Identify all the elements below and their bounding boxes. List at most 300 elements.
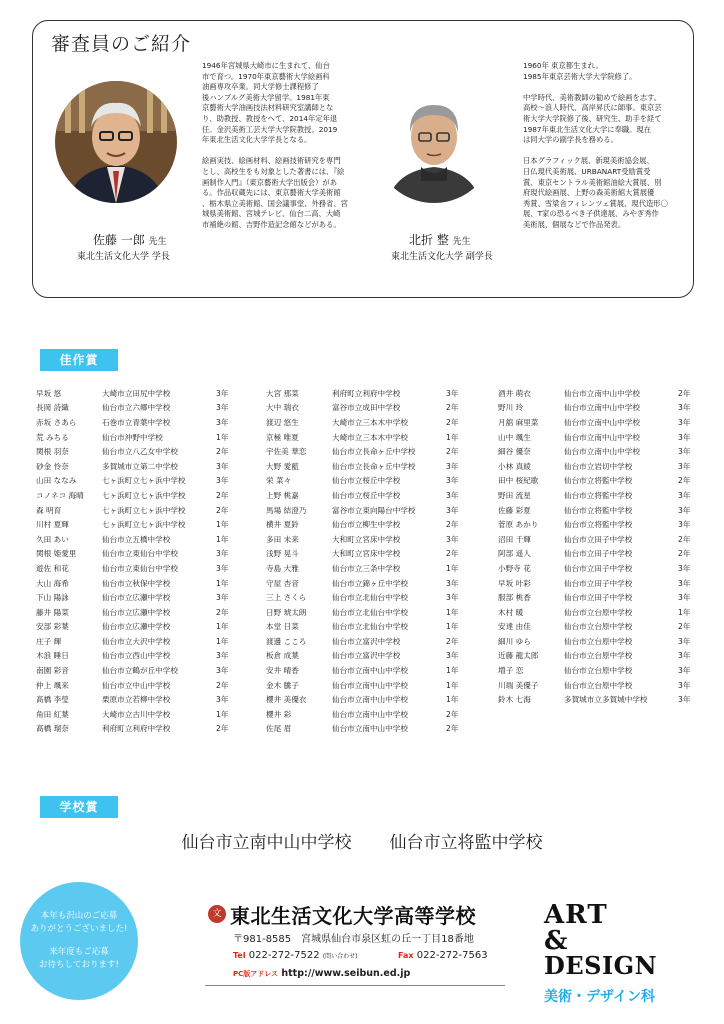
winner-name: 川端 美優子 (498, 680, 539, 690)
winner-grade: 3年 (446, 593, 459, 603)
winner-name: 櫻井 彩 (266, 709, 292, 719)
winner-grade: 3年 (678, 505, 691, 515)
winner-school: 仙台市立北仙台中学校 (332, 622, 408, 632)
judge2-bio-para: 1960年 東京都生まれ。 1985年東京芸術大学大学院修了。 (523, 61, 637, 81)
winner-row (266, 415, 466, 430)
winner-grade: 2年 (678, 534, 691, 544)
judges-title: 審査員のご紹介 (51, 33, 192, 55)
winners-column-3 (498, 386, 698, 707)
winner-grade: 1年 (216, 432, 229, 442)
judge1-bio-para: 絵画実技、絵画材料、絵画技術研究を専門 とし、高校生をも対象とした著書には、『絵 画制作入門』（東京藝術大学出版会）があ る。作品収蔵先には、東京藝術大学美術館 、栃木県立美術館、国会議事堂、外務省、宮 城県美術館、宮城テレビ、仙台二高、大崎 市補絶の館、吉野作造記念館などがある。 (202, 156, 348, 229)
winner-school: 仙台市立鶴が丘中学校 (102, 666, 178, 676)
winner-grade: 3年 (216, 563, 229, 573)
winner-name: 関根 羽奈 (36, 447, 69, 457)
winner-name: 小林 真綾 (498, 461, 531, 471)
winner-name: 佐藤 彩夏 (498, 505, 531, 515)
winner-name: 山中 颯生 (498, 432, 531, 442)
winner-name: 鈴木 七海 (498, 695, 531, 705)
logo-design: DESIGN (544, 951, 658, 980)
winner-grade: 3年 (678, 680, 691, 690)
winner-school: 仙台市立台原中学校 (564, 680, 633, 690)
tel-note: (問い合わせ) (322, 953, 358, 960)
school-name: 東北生活文化大学高等学校 (230, 904, 476, 928)
winner-row (36, 678, 236, 693)
judge2-photo (373, 81, 495, 203)
winner-row (266, 561, 466, 576)
winner-grade: 2年 (216, 607, 229, 617)
winner-grade: 3年 (446, 461, 459, 471)
winner-school: 仙台市立将監中学校 (564, 490, 633, 500)
winner-school: 大崎市立古川中学校 (102, 709, 171, 719)
judge2-bio-para: 中学時代、美術教師の勧めで絵画を志す。 高校～浪人時代、高岸昇氏に師事。東京芸 術大学大学院修了後、研究生、助手を経て 1987年東北生活文化大学に奉職。現在 は同大学の副学長を務める。 (523, 92, 662, 145)
winner-grade: 3年 (678, 578, 691, 588)
winner-school: 仙台市立五橋中学校 (102, 534, 171, 544)
winner-row (498, 532, 698, 547)
tel-label: Tel (233, 951, 246, 960)
winner-name: 南園 彩音 (36, 666, 69, 676)
winner-school: 仙台市立六郷中学校 (102, 403, 171, 413)
winner-name: 野川 玲 (498, 403, 524, 413)
winner-name: 山田 ななみ (36, 476, 77, 486)
winner-row (36, 430, 236, 445)
winner-row (266, 430, 466, 445)
winner-row (36, 547, 236, 562)
winner-row (498, 605, 698, 620)
winner-grade: 3年 (678, 403, 691, 413)
winner-grade: 3年 (446, 578, 459, 588)
winner-row (266, 386, 466, 401)
invitation-line: 来年度もご応募 お待ちしております! (39, 947, 119, 970)
judge1-honorific: 先生 (148, 237, 167, 247)
winner-school: 仙台市立八乙女中学校 (102, 447, 178, 457)
winner-row (36, 576, 236, 591)
winner-grade: 3年 (216, 417, 229, 427)
winner-row (498, 386, 698, 401)
winner-row (36, 503, 236, 518)
winner-grade: 3年 (678, 593, 691, 603)
winner-school: 富谷市立東向陽台中学校 (332, 505, 416, 515)
winner-grade: 3年 (678, 636, 691, 646)
winner-school: 仙台市立桜丘中学校 (332, 476, 401, 486)
winner-name: 木浪 睡日 (36, 651, 69, 661)
winner-school: 七ヶ浜町立七ヶ浜中学校 (102, 476, 186, 486)
winner-name: 安部 彩葉 (36, 622, 69, 632)
winner-school: 仙台市立将監中学校 (564, 476, 633, 486)
winner-name: 藤井 陽菜 (36, 607, 69, 617)
winner-name: 早坂 悠 (36, 388, 62, 398)
winner-grade: 3年 (216, 651, 229, 661)
winner-school: 栗原市立若柳中学校 (102, 695, 171, 705)
winner-name: 野田 流星 (498, 490, 531, 500)
winner-grade: 3年 (446, 490, 459, 500)
judge2-name (409, 231, 471, 248)
winner-row (498, 590, 698, 605)
school-address: 〒981-8585 宮城県仙台市泉区虹の丘一丁目18番地 (233, 934, 474, 945)
winner-school: 仙台市立長命ヶ丘中学校 (332, 461, 416, 471)
winner-row (498, 561, 698, 576)
winner-school: 利府町立利府中学校 (332, 388, 401, 398)
winner-name: 川村 夏輝 (36, 520, 69, 530)
winner-name: コノネコ 海晴 (36, 490, 84, 500)
winner-grade: 1年 (216, 709, 229, 719)
winner-school: 仙台市立南中山中学校 (564, 417, 640, 427)
thank-you-line: 本年も沢山のご応募 ありがとうございました! (30, 911, 128, 934)
logo-ampersand: & (544, 926, 568, 956)
winner-name: 木村 暖 (498, 607, 524, 617)
winner-grade: 3年 (216, 403, 229, 413)
winner-row (498, 576, 698, 591)
winner-grade: 1年 (216, 534, 229, 544)
winner-row (266, 663, 466, 678)
winner-grade: 3年 (216, 549, 229, 559)
winner-row (266, 707, 466, 722)
winner-row (36, 634, 236, 649)
winner-row (498, 620, 698, 635)
winner-name: 安達 由佳 (498, 622, 531, 632)
winner-name: 砂金 怜奈 (36, 461, 69, 471)
winner-grade: 2年 (446, 417, 459, 427)
winner-grade: 1年 (216, 520, 229, 530)
winner-grade: 2年 (446, 403, 459, 413)
winner-name: 沼田 千輝 (498, 534, 531, 544)
winner-row (266, 634, 466, 649)
winner-grade: 2年 (216, 447, 229, 457)
judge2-honorific: 先生 (452, 237, 471, 247)
winner-name: 本堂 日菜 (266, 622, 299, 632)
winner-row (266, 649, 466, 664)
winner-grade: 3年 (216, 461, 229, 471)
winner-grade: 2年 (446, 520, 459, 530)
winner-school: 仙台市立田子中学校 (564, 549, 633, 559)
winner-school: 石巻市立青葉中学校 (102, 417, 171, 427)
winner-grade: 1年 (216, 636, 229, 646)
winner-row (266, 692, 466, 707)
winner-name: 関根 姫愛里 (36, 549, 77, 559)
winner-row (266, 605, 466, 620)
winner-school: 仙台市立西山中学校 (102, 651, 171, 661)
winner-name: 荒 みちる (36, 432, 69, 442)
winner-grade: 2年 (678, 388, 691, 398)
winner-grade: 3年 (678, 520, 691, 530)
winner-row (36, 605, 236, 620)
winner-grade: 3年 (678, 666, 691, 676)
winner-grade: 2年 (446, 724, 459, 734)
winner-grade: 1年 (446, 607, 459, 617)
winner-grade: 3年 (216, 593, 229, 603)
winner-row (266, 722, 466, 737)
winner-name: 守屋 杏音 (266, 578, 299, 588)
winner-school: 仙台市立南中山中学校 (332, 709, 408, 719)
winner-name: 櫻井 美優衣 (266, 695, 307, 705)
winner-name: 月舘 麻里菜 (498, 417, 539, 427)
winner-grade: 1年 (446, 622, 459, 632)
winner-grade: 3年 (678, 651, 691, 661)
winner-school: 大崎市立田尻中学校 (102, 388, 171, 398)
winner-school: 仙台市立台原中学校 (564, 666, 633, 676)
winner-school: 仙台市立広瀬中学校 (102, 593, 171, 603)
school-tel (233, 950, 357, 961)
winner-name: 金木 騰子 (266, 680, 299, 690)
winner-grade: 3年 (678, 563, 691, 573)
winner-name: 森 明育 (36, 505, 62, 515)
footer-divider (205, 985, 505, 986)
winner-school: 仙台市立富沢中学校 (332, 651, 401, 661)
winner-grade: 3年 (678, 490, 691, 500)
winner-school: 仙台市立北仙台中学校 (332, 607, 408, 617)
winner-school: 七ヶ浜町立七ヶ浜中学校 (102, 505, 186, 515)
winner-row (36, 692, 236, 707)
winner-row (36, 401, 236, 416)
winner-school: 仙台市立田子中学校 (564, 578, 633, 588)
winner-row (36, 649, 236, 664)
winner-row (498, 488, 698, 503)
winner-name: 大山 海希 (36, 578, 69, 588)
winner-name: 髙橋 瑠奈 (36, 724, 69, 734)
winner-grade: 2年 (446, 636, 459, 646)
winner-school: 大崎市立三本木中学校 (332, 417, 408, 427)
winner-row (498, 415, 698, 430)
winner-name: 大中 瑞衣 (266, 403, 299, 413)
winner-name: 板倉 成葉 (266, 651, 299, 661)
judge2-bio (523, 61, 693, 241)
winner-grade: 2年 (216, 724, 229, 734)
winner-row (498, 663, 698, 678)
winner-name: 栄 菜々 (266, 476, 292, 486)
winner-grade: 1年 (446, 432, 459, 442)
winner-grade: 1年 (216, 622, 229, 632)
winner-name: 菅原 あかり (498, 520, 539, 530)
winner-grade: 2年 (216, 505, 229, 515)
winner-name: 田中 桜紀歌 (498, 476, 539, 486)
school-award-item: 仙台市立南中山中学校 (181, 833, 352, 853)
url-label: PC版アドレス (233, 970, 279, 978)
winner-school: 仙台市立東仙台中学校 (102, 563, 178, 573)
winner-grade: 3年 (216, 695, 229, 705)
winner-grade: 3年 (216, 666, 229, 676)
winner-school: 仙台市立岩切中学校 (564, 461, 633, 471)
winner-row (498, 692, 698, 707)
fax-label: Fax (398, 951, 414, 960)
winner-school: 仙台市立南中山中学校 (332, 724, 408, 734)
winner-school: 大和町立宮床中学校 (332, 549, 401, 559)
winner-grade: 3年 (678, 447, 691, 457)
winner-school: 仙台市立台原中学校 (564, 651, 633, 661)
judge1-name-text: 佐藤 一郎 (93, 233, 145, 247)
fax-number: 022-272-7563 (416, 950, 488, 961)
honorable-mention-badge: 佳作賞 (40, 349, 118, 371)
winner-row (498, 678, 698, 693)
winner-name: 角田 紅葉 (36, 709, 69, 719)
judge1-bio (202, 61, 372, 241)
url-link[interactable]: http://www.seibun.ed.jp (281, 968, 411, 979)
winner-row (266, 459, 466, 474)
winner-name: 庄子 輝 (36, 636, 62, 646)
winner-school: 仙台市立南中山中学校 (564, 447, 640, 457)
judge2-bio-para: 日本グラフィック展、新現美術協会展、 日仏現代美術展、URBANART受励賞受 賞、東京セントラル美術館油絵大賞展、別 府現代絵画展、上野の森美術館大賞展優 秀賞、雪梁舎フィレンツェ賞展、現代造形〇 展、T家の恐るべき子供達展、みやぎ秀作 美術展、個展などで作品発表。 (523, 156, 668, 229)
winner-grade: 3年 (678, 417, 691, 427)
winner-row (266, 547, 466, 562)
winner-row (36, 707, 236, 722)
winner-school: 仙台市立中山中学校 (102, 680, 171, 690)
winner-grade: 2年 (216, 490, 229, 500)
winner-row (498, 547, 698, 562)
winner-school: 多賀城市立多賀城中学校 (564, 695, 648, 705)
winner-grade: 1年 (678, 607, 691, 617)
winner-name: 寺島 大雅 (266, 563, 299, 573)
winner-school: 仙台市沖野中学校 (102, 432, 163, 442)
winner-row (498, 459, 698, 474)
winner-row (266, 532, 466, 547)
winner-grade: 3年 (678, 432, 691, 442)
winner-row (266, 444, 466, 459)
winner-name: 馬場 結澄乃 (266, 505, 307, 515)
winner-name: 赤坂 さあら (36, 417, 77, 427)
department-name: 美術・デザイン科 (544, 989, 656, 1005)
school-award-list (0, 828, 724, 853)
winners-column-2 (266, 386, 466, 736)
winner-row (266, 488, 466, 503)
winner-grade: 3年 (446, 651, 459, 661)
winner-school: 大崎市立三本木中学校 (332, 432, 408, 442)
winner-row (36, 532, 236, 547)
winner-grade: 1年 (446, 666, 459, 676)
winner-school: 仙台市立秋保中学校 (102, 578, 171, 588)
winner-row (36, 459, 236, 474)
winner-row (498, 444, 698, 459)
winner-grade: 3年 (446, 534, 459, 544)
winner-school: 仙台市立大沢中学校 (102, 636, 171, 646)
school-url (233, 968, 410, 979)
winner-grade: 1年 (446, 563, 459, 573)
winner-row (266, 517, 466, 532)
winner-grade: 3年 (216, 388, 229, 398)
winner-name: 渡辺 悠生 (266, 417, 299, 427)
winner-row (498, 649, 698, 664)
winner-school: 仙台市立南中山中学校 (564, 432, 640, 442)
winner-row (36, 444, 236, 459)
winner-school: 仙台市立台原中学校 (564, 607, 633, 617)
winner-name: 渡邊 こころ (266, 636, 307, 646)
winner-school: 七ヶ浜町立七ヶ浜中学校 (102, 490, 186, 500)
winner-name: 細谷 優奈 (498, 447, 531, 457)
winner-school: 仙台市立富沢中学校 (332, 636, 401, 646)
winner-school: 仙台市立南中山中学校 (332, 680, 408, 690)
winner-row (498, 474, 698, 489)
winner-grade: 2年 (678, 476, 691, 486)
logo-art: ART (544, 900, 608, 930)
winner-school: 仙台市立南中山中学校 (332, 666, 408, 676)
winner-row (498, 503, 698, 518)
winner-name: 横井 夏鈴 (266, 520, 299, 530)
winner-name: 大宮 那菜 (266, 388, 299, 398)
winner-name: 服部 桃香 (498, 593, 531, 603)
winner-name: 小野寺 花 (498, 563, 531, 573)
winner-school: 仙台市立広瀬中学校 (102, 622, 171, 632)
winner-row (36, 415, 236, 430)
winner-name: 仲上 颯来 (36, 680, 69, 690)
tel-number[interactable]: 022-272-7522 (248, 950, 320, 961)
winner-school: 仙台市立北仙台中学校 (332, 593, 408, 603)
winner-school: 仙台市立台原中学校 (564, 636, 633, 646)
winner-name: 早坂 叶彩 (498, 578, 531, 588)
winner-row (266, 590, 466, 605)
winner-school: 仙台市立南中山中学校 (564, 403, 640, 413)
winner-row (498, 517, 698, 532)
winner-school: 仙台市立柳生中学校 (332, 520, 401, 530)
winner-grade: 3年 (678, 461, 691, 471)
winner-grade: 3年 (678, 695, 691, 705)
winner-school: 七ヶ浜町立七ヶ浜中学校 (102, 520, 186, 530)
winner-row (266, 474, 466, 489)
winner-name: 宇佐美 華恋 (266, 447, 307, 457)
winner-name: 下山 陽詠 (36, 593, 69, 603)
winner-school: 利府町立利府中学校 (102, 724, 171, 734)
winner-name: 日野 琥太朗 (266, 607, 307, 617)
school-fax (398, 950, 488, 961)
winner-row (498, 430, 698, 445)
winner-grade: 3年 (216, 476, 229, 486)
winner-school: 大和町立宮床中学校 (332, 534, 401, 544)
winner-name: 遊佐 和花 (36, 563, 69, 573)
winner-grade: 2年 (678, 622, 691, 632)
winner-name: 多田 未来 (266, 534, 299, 544)
winner-row (36, 590, 236, 605)
winner-name: 阿部 遥人 (498, 549, 531, 559)
winner-grade: 2年 (446, 447, 459, 457)
winner-school: 仙台市立将監中学校 (564, 505, 633, 515)
winner-school: 仙台市立南中山中学校 (332, 695, 408, 705)
winner-grade: 2年 (446, 709, 459, 719)
judge1-photo (55, 81, 177, 203)
winner-school: 仙台市立東仙台中学校 (102, 549, 178, 559)
school-award-item: 仙台市立将監中学校 (389, 833, 543, 853)
winner-school: 仙台市立錦ヶ丘中学校 (332, 578, 408, 588)
winner-school: 仙台市立田子中学校 (564, 563, 633, 573)
winner-name: 久田 あい (36, 534, 69, 544)
school-award-badge: 学校賞 (40, 796, 118, 818)
winner-grade: 1年 (446, 680, 459, 690)
winner-row (266, 620, 466, 635)
winner-school: 仙台市立将監中学校 (564, 520, 633, 530)
winner-school: 仙台市立桜丘中学校 (332, 490, 401, 500)
winner-name: 佐尾 眉 (266, 724, 292, 734)
winner-row (36, 561, 236, 576)
winner-row (36, 517, 236, 532)
winner-grade: 1年 (446, 695, 459, 705)
winner-row (266, 401, 466, 416)
winner-school: 多賀城市立第二中学校 (102, 461, 178, 471)
winner-row (266, 503, 466, 518)
winner-grade: 1年 (216, 578, 229, 588)
winner-grade: 3年 (446, 476, 459, 486)
winner-school: 仙台市立三条中学校 (332, 563, 401, 573)
winner-name: 酒井 萌衣 (498, 388, 531, 398)
winner-grade: 3年 (446, 505, 459, 515)
winner-row (266, 576, 466, 591)
judge1-affiliation: 東北生活文化大学 学長 (77, 252, 170, 262)
school-seal-icon: 文 (208, 905, 226, 923)
winner-row (36, 386, 236, 401)
winner-row (498, 401, 698, 416)
thank-you-bubble (20, 882, 138, 1000)
winners-column-1 (36, 386, 236, 736)
winner-name: 近藤 龍太郎 (498, 651, 539, 661)
winner-school: 仙台市立田子中学校 (564, 534, 633, 544)
winner-row (36, 488, 236, 503)
winner-name: 細川 ゆら (498, 636, 531, 646)
winner-grade: 2年 (446, 549, 459, 559)
winner-row (36, 663, 236, 678)
